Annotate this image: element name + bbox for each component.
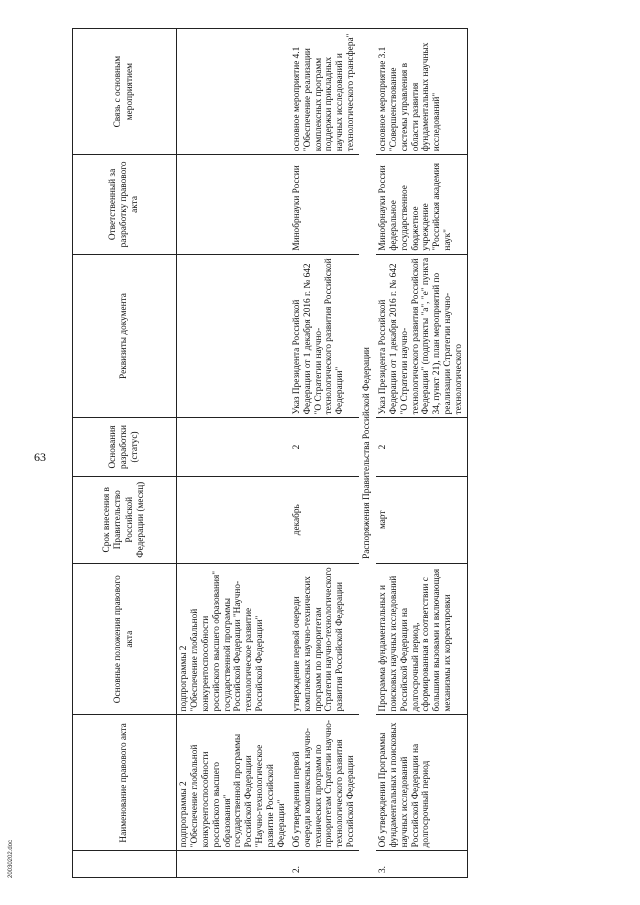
row-number: 3. [376, 851, 468, 878]
act-link: основное мероприятие 4.1 "Обеспечение реализации комплексных программ поддержки прикладных научных исследований и технологического трансфера" [290, 29, 359, 155]
header-deadline: Срок внесения в Правительство Российской Федерации (месяц) [73, 476, 177, 563]
continuation-provisions: подпрограммы 2 "Обеспечение глобальной конкурентоспособности российского высшего образования" государственной программы Российской Федерации "Научно-технологическое развитие Российской Федерации" [177, 563, 290, 715]
table-row [177, 29, 290, 878]
act-basis: 2 [290, 418, 359, 476]
header-basis: Основания разработки (статус) [73, 418, 177, 476]
act-responsible: Минобрнауки России [290, 155, 359, 254]
act-deadline: декабрь [290, 476, 359, 563]
act-requisites: Указ Президента Российской Федерации от 1 декабря 2016 г. № 642 "О Стратегии научно-технологического развития Российской Федерации" [290, 254, 359, 418]
page-number: 63 [34, 450, 46, 464]
act-deadline: март [376, 476, 468, 563]
act-provisions: утверждение первой очереди комплексных научно-технических программ по приоритетам Стратегии научно-технологического развития Российской Федерации [290, 563, 359, 715]
table-row [290, 29, 359, 878]
header-provisions: Основные положения правового акта [73, 563, 177, 715]
act-basis: 2 [376, 418, 468, 476]
act-provisions: Программа фундаментальных и поисковых научных исследований Российской Федерации на долгосрочный период, сформированная в соответствии с большими вызовами и включающая механизмы их корректировки [376, 563, 468, 715]
document-table-sheet [72, 28, 572, 878]
section-row [359, 29, 376, 878]
table-row [376, 29, 468, 878]
act-responsible: Минобрнауки России федеральное государственное бюджетное учреждение "Российская академия наук" [376, 155, 468, 254]
act-name: Об утверждении первой очереди комплексных научно-технических программ по приоритетам Стратегии научно-технологического развития Российской Федерации [290, 715, 359, 851]
act-name: Об утверждении Программы фундаментальных и поисковых научных исследований Российской Федерации на долгосрочный период [376, 715, 468, 851]
header-name: Наименование правового акта [73, 715, 177, 851]
table-header-row [73, 29, 177, 878]
act-link: основное мероприятие 3.1 "Совершенствование системы управления в области развития фундаментальных научных исследований" [376, 29, 468, 155]
act-requisites: Указ Президента Российской Федерации от 1 декабря 2016 г. № 642 "О Стратегии научно-технологического развития Российской Федерации" (подпункты "а", "е" пункта 34, пункт 21), план мероприятий по реализации Стратегии научно-технологического [376, 254, 468, 418]
header-link: Связь с основным мероприятием [73, 29, 177, 155]
footer-filename: 20030202.doc [8, 839, 14, 878]
continuation-name: подпрограммы 2 "Обеспечение глобальной конкурентоспособности российского высшего образования" государственной программы Российской Федерации "Научно-технологическое развитие Российской Федерации" [177, 715, 290, 851]
legal-acts-table [72, 28, 468, 878]
row-number: 2. [290, 851, 359, 878]
header-responsible: Ответственный за разработку правового акта [73, 155, 177, 254]
section-title: Распоряжения Правительства Российской Федерации [359, 29, 376, 878]
header-num [73, 851, 177, 878]
header-requisites: Реквизиты документа [73, 254, 177, 418]
